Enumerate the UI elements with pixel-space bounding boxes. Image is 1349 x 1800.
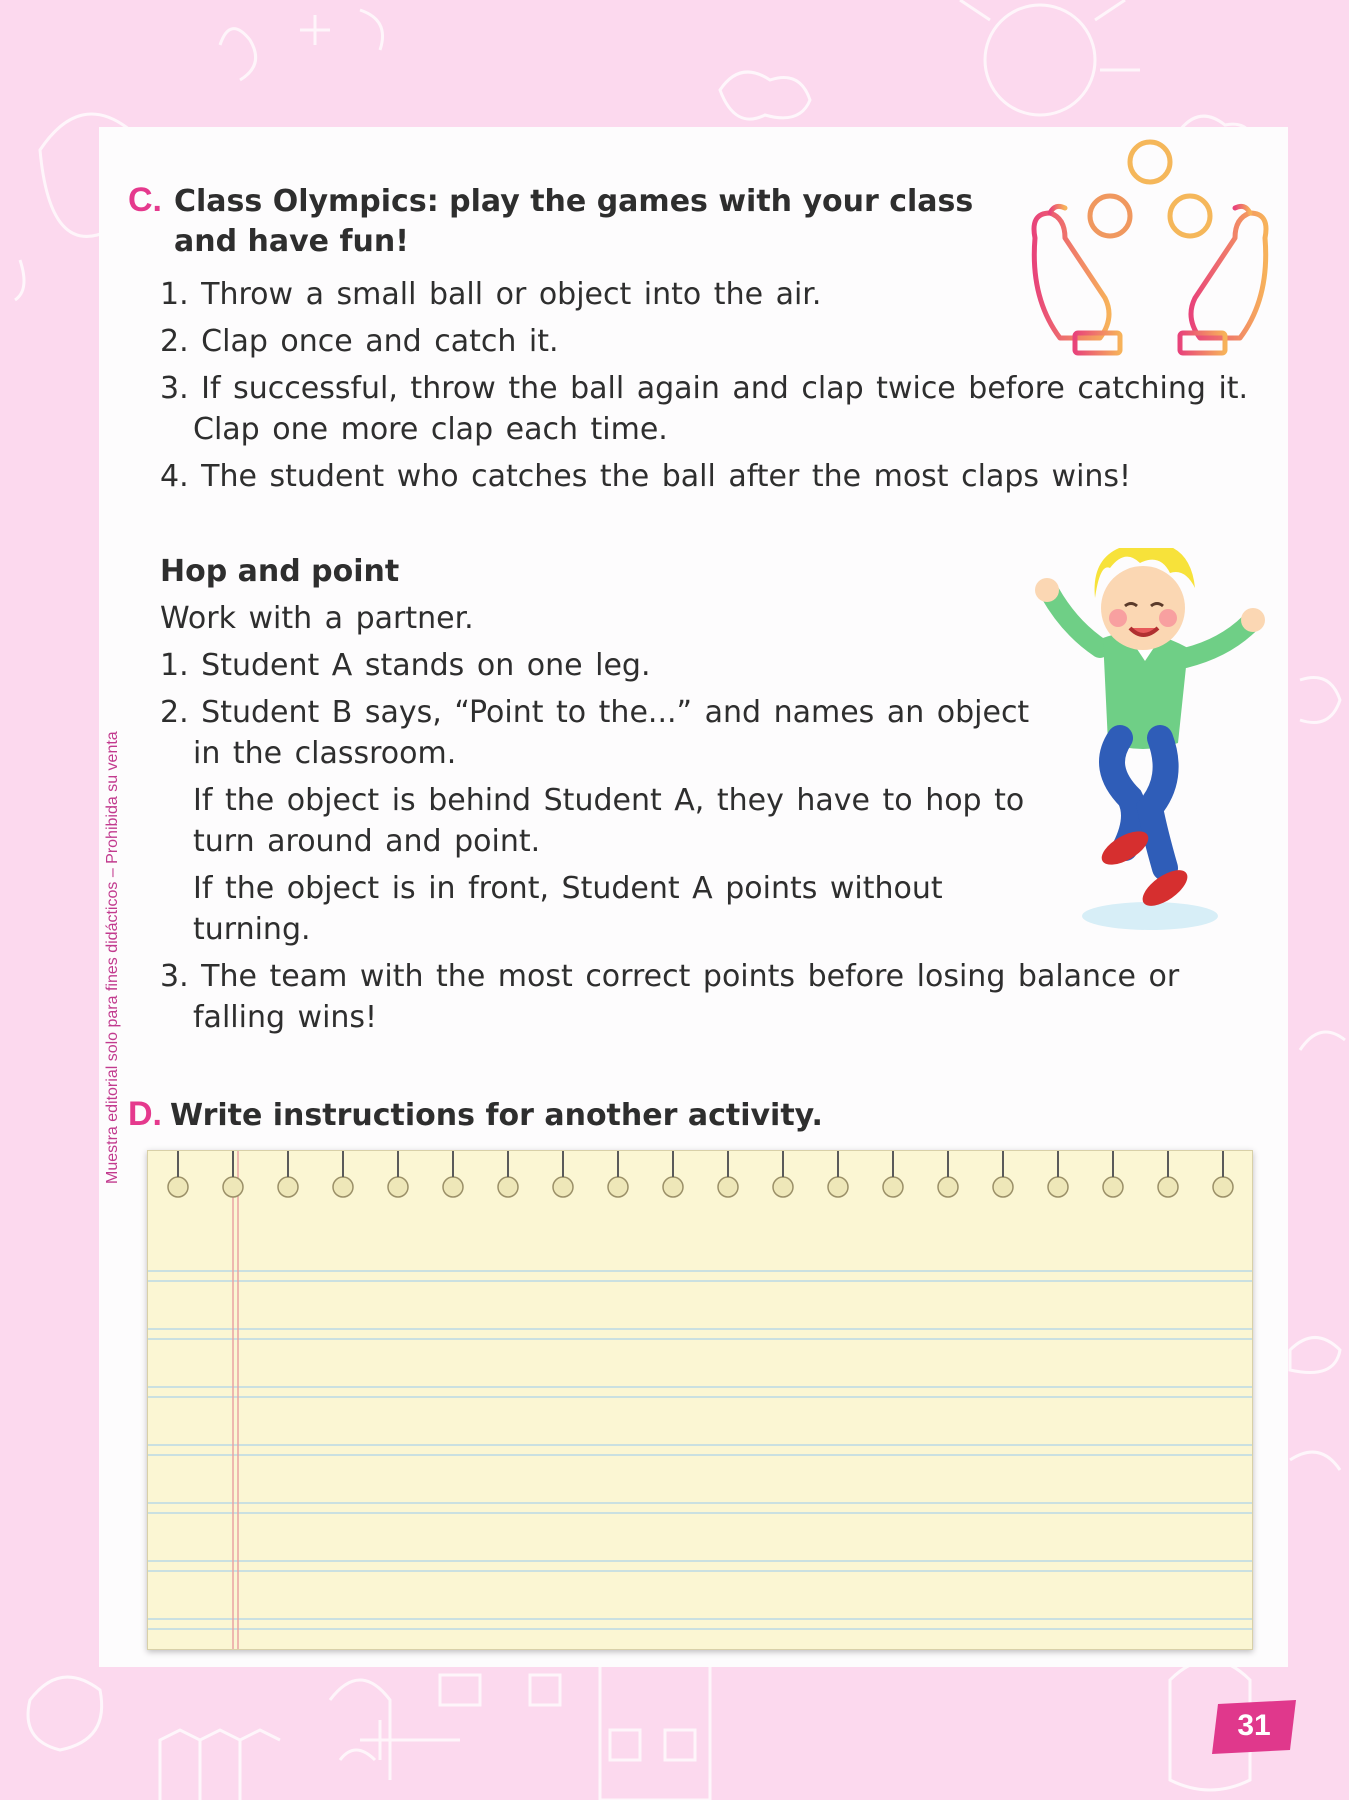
hop-and-point-title: Hop and point	[160, 554, 400, 589]
section-d-title: Write instructions for another activity.	[170, 1098, 823, 1133]
step-line: Clap one more clap each time.	[193, 412, 668, 447]
section-d-letter: D.	[128, 1095, 162, 1133]
hop-line: If the object is behind Student A, they have to hop to	[193, 783, 1025, 818]
section-c-title-line1: Class Olympics: play the games with your class	[174, 184, 974, 219]
hop-line: If the object is in front, Student A points without	[193, 871, 943, 906]
hop-intro: Work with a partner.	[160, 601, 474, 636]
notepad-lines	[148, 1151, 1252, 1649]
side-note: Muestra editorial solo para fines didácticos – Prohibida su venta	[104, 731, 121, 1184]
step-line: 1. Throw a small ball or object into the air.	[160, 277, 822, 312]
step-line: 2. Clap once and catch it.	[160, 324, 559, 359]
hopping-boy-illustration	[1025, 548, 1285, 938]
hop-line: turning.	[193, 912, 311, 947]
hop-line: 3. The team with the most correct points before losing balance or	[160, 959, 1180, 994]
section-d-heading	[128, 1094, 823, 1136]
hop-line: in the classroom.	[193, 736, 457, 771]
section-c-heading	[128, 180, 988, 222]
section-c-title-line2: and have fun!	[174, 224, 409, 259]
juggling-hands-icon	[1025, 138, 1275, 368]
page-number: 31	[1237, 1709, 1271, 1742]
writing-notepad[interactable]	[147, 1150, 1253, 1650]
step-line: 3. If successful, throw the ball again and clap twice before catching it.	[160, 371, 1249, 406]
section-c-letter: C.	[128, 181, 162, 219]
hop-line: falling wins!	[193, 1000, 378, 1035]
hop-line: turn around and point.	[193, 824, 541, 859]
hop-line: 2. Student B says, “Point to the...” and names an object	[160, 695, 1030, 730]
step-line: 4. The student who catches the ball after the most claps wins!	[160, 459, 1132, 494]
hop-line: 1. Student A stands on one leg.	[160, 648, 651, 683]
